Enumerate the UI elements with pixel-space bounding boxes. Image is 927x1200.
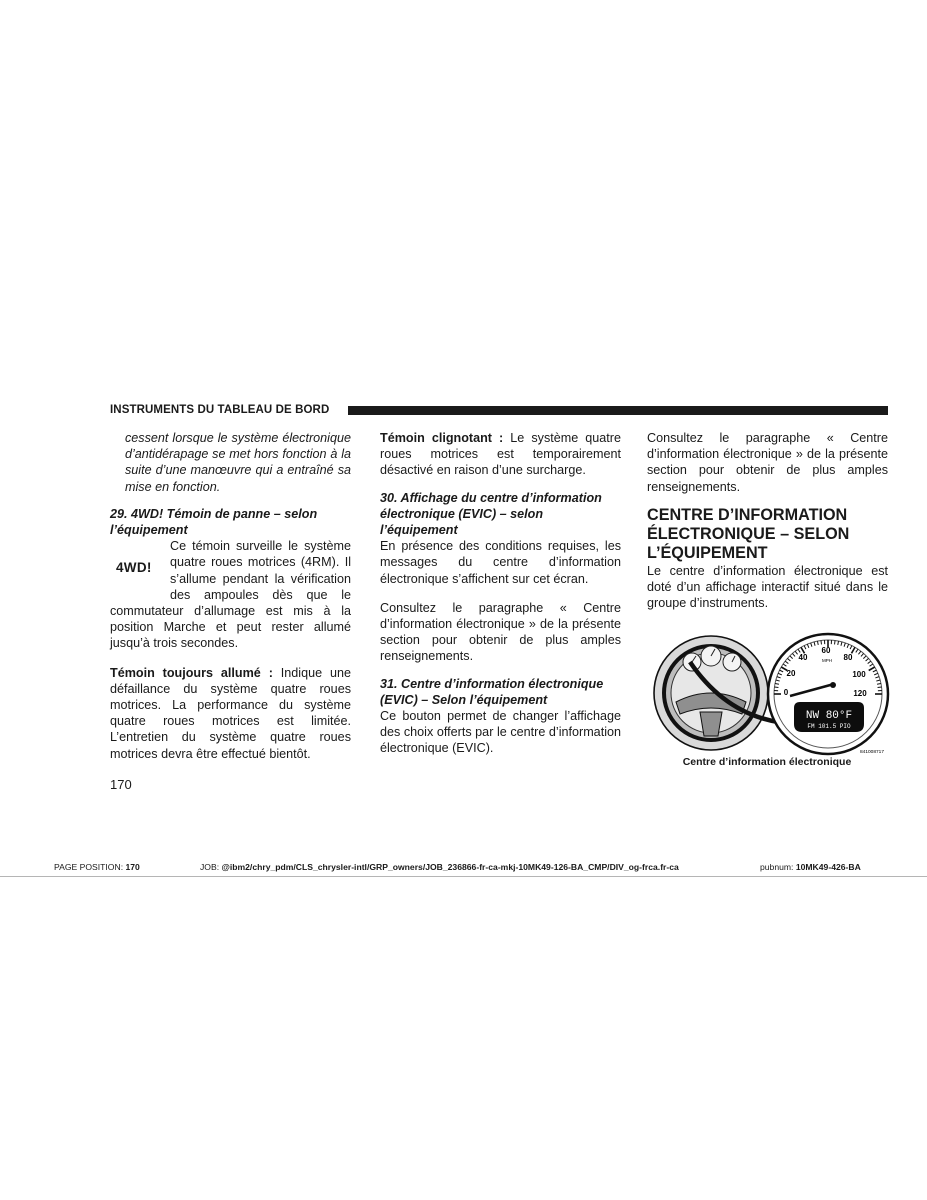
blinking-text: Le système quatre roues motrices est temporairement désactivé en raison d’une surcharge.	[380, 431, 622, 478]
4wd-warning-icon	[110, 538, 170, 598]
speed-tick-0: 0	[783, 688, 789, 697]
section-title: CENTRE D’INFORMATION ÉLECTRONIQUE – SELON L’ÉQUIPEMENT	[647, 505, 850, 562]
speed-tick-mark	[835, 640, 836, 644]
footer-pos-value: 170	[125, 862, 140, 872]
footer-pubnum	[760, 862, 861, 872]
paragraph-30b: Consultez le paragraphe « Centre d’information électronique » de la présente section pour obtenir de plus amples renseignements.	[380, 600, 621, 664]
footer-rule	[0, 876, 927, 877]
display-line-1: NW 80°F	[805, 710, 853, 722]
display-line-2: FM 101.5 PIO	[807, 723, 851, 730]
speed-tick-mark	[774, 687, 778, 688]
footer-job-label: JOB:	[200, 862, 220, 872]
paragraph-blinking	[380, 430, 621, 479]
lead-always-on: Témoin toujours allumé :	[110, 665, 273, 680]
steering-wheel	[654, 636, 768, 750]
footer-pos-label: PAGE POSITION:	[54, 862, 124, 872]
always-on-text: Indique une défaillance du système quatre roues motrices. La performance du système quatre roues motrices est limitée. L’entretien du système quatre roues motrices devra être effectué bientôt.	[110, 665, 351, 761]
heading-29: 29. 4WD! Témoin de panne – selon l’équipement	[110, 506, 318, 538]
speed-unit: MPH	[822, 658, 832, 663]
paragraph-29	[110, 538, 351, 651]
column-middle	[380, 430, 621, 757]
speedometer	[768, 634, 888, 754]
speed-tick-20: 20	[786, 669, 796, 678]
speed-tick-40: 40	[798, 653, 808, 662]
evic-drawing	[652, 632, 890, 756]
paragraph-intro: Consultez le paragraphe « Centre d’information électronique » de la présente section pour obtenir de plus amples renseignements.	[647, 431, 888, 494]
speed-tick-120: 120	[853, 689, 867, 698]
footer-job-value: @ibm2/chry_pdm/CLS_chrysler-intl/GRP_owners/JOB_236866-fr-ca-mkj-10MK49-126-BA_CMP/DIV_og-frca.fr-ca	[221, 862, 679, 872]
4wd-icon-label: 4WD!	[116, 560, 152, 576]
footer-pub-value: 10MK49-426-BA	[795, 862, 861, 872]
evic-illustration	[652, 632, 890, 756]
heading-30: 30. Affichage du centre d’information électronique (EVIC) – selon l’équipement	[380, 490, 602, 538]
footer-pub-label: pubnum:	[760, 862, 794, 872]
continued-paragraph: cessent lorsque le système électronique d’antidérapage se met hors fonction à la suite d’une manœuvre qui a entraîné sa mise en fonction.	[125, 431, 351, 494]
speed-tick-80: 80	[843, 653, 853, 662]
column-left	[110, 430, 351, 762]
paragraph-31: Ce bouton permet de changer l’affichage des choix offerts par le centre d’information électronique (EVIC).	[380, 709, 621, 756]
paragraph-always-on	[110, 665, 351, 762]
lead-blinking: Témoin clignotant :	[380, 431, 504, 445]
footer-job	[200, 862, 679, 872]
speed-tick-100: 100	[852, 670, 866, 679]
header-rule	[348, 406, 888, 415]
speed-tick-mark	[878, 687, 882, 688]
paragraph-29-text: Ce témoin surveille le système quatre roues motrices (4RM). Il s’allume pendant la vérification des ampoules dès que le commutateur d’allumage est mis à la position Marche et peut rester allumé jusqu’à trois secondes.	[110, 539, 351, 651]
speed-tick-mark	[821, 640, 822, 644]
heading-31: 31. Centre d’information électronique (EVIC) – Selon l’équipement	[380, 676, 604, 707]
figure-code: 841008717	[859, 750, 884, 755]
running-header: INSTRUMENTS DU TABLEAU DE BORD	[110, 404, 330, 416]
speed-tick-60: 60	[821, 646, 831, 655]
figure-caption: Centre d’information électronique	[682, 756, 852, 768]
column-right	[647, 430, 888, 611]
page-number: 170	[110, 777, 132, 792]
footer-page-position	[54, 862, 140, 872]
paragraph-30a: En présence des conditions requises, les messages du centre d’information électronique s’affichent sur cet écran.	[380, 539, 621, 586]
paragraph-section: Le centre d’information électronique est doté d’un affichage interactif situé dans le groupe d’instruments.	[647, 563, 888, 611]
